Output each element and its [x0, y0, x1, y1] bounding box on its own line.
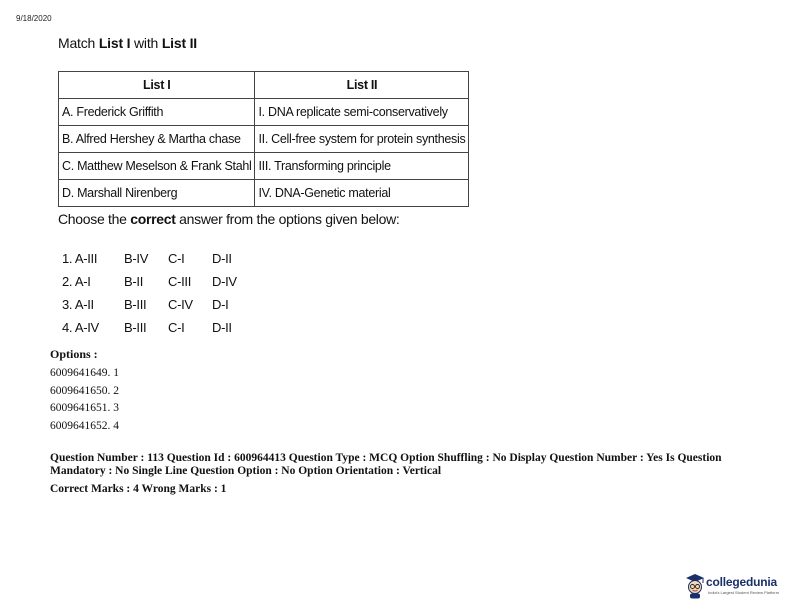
- mascot-icon: [684, 572, 706, 600]
- table-cell: III. Transforming principle: [255, 153, 469, 180]
- options-list: [50, 366, 119, 436]
- title-mid: with: [134, 35, 159, 51]
- answer-b: B-III: [124, 297, 147, 312]
- options-heading: Options :: [50, 347, 98, 361]
- title-list2: List II: [161, 35, 197, 51]
- table-cell: B. Alfred Hershey & Martha chase: [59, 126, 255, 153]
- answer-d: D-IV: [212, 274, 237, 289]
- answer-a: 3. A-II: [62, 297, 94, 312]
- collegedunia-logo: [684, 572, 784, 602]
- title-list1: List I: [98, 35, 131, 51]
- instruction-bold: correct: [130, 211, 176, 227]
- instruction-post: answer from the options given below:: [179, 211, 400, 227]
- answer-d: D-II: [212, 320, 232, 335]
- answer-c: C-III: [168, 274, 192, 289]
- answer-b: B-II: [124, 274, 144, 289]
- table-cell: D. Marshall Nirenberg: [59, 180, 255, 207]
- table-cell: A. Frederick Griffith: [59, 99, 255, 126]
- match-table: [58, 71, 469, 207]
- marks-info: Correct Marks : 4 Wrong Marks : 1: [50, 483, 227, 495]
- table-header-row: [59, 72, 469, 99]
- instruction-pre: Choose the: [58, 211, 127, 227]
- instruction: [58, 211, 400, 227]
- table-cell: I. DNA replicate semi-conservatively: [255, 99, 469, 126]
- answer-d: D-I: [212, 297, 229, 312]
- answer-d: D-II: [212, 251, 232, 266]
- print-date: 9/18/2020: [16, 14, 52, 23]
- table-row: [59, 153, 469, 180]
- header-list1: List I: [59, 72, 255, 99]
- table-cell: C. Matthew Meselson & Frank Stahl: [59, 153, 255, 180]
- table-cell: II. Cell-free system for protein synthesis: [255, 126, 469, 153]
- answer-b: B-III: [124, 320, 147, 335]
- option-item: 6009641650. 2: [50, 384, 119, 397]
- answer-c: C-I: [168, 320, 185, 335]
- answer-a: 2. A-I: [62, 274, 91, 289]
- table-row: [59, 126, 469, 153]
- answer-c: C-IV: [168, 297, 193, 312]
- header-list2: List II: [255, 72, 469, 99]
- answer-a: 4. A-IV: [62, 320, 99, 335]
- logo-name: collegedunia: [706, 575, 777, 589]
- answer-c: C-I: [168, 251, 185, 266]
- question-metadata: Question Number : 113 Question Id : 600964413 Question Type : MCQ Option Shuffling : No Display Question Number : Yes Is Question Mandatory : No Single Line Question Option : No Option Orientation : Vertical: [50, 452, 722, 477]
- table-cell: IV. DNA-Genetic material: [255, 180, 469, 207]
- logo-tagline: India's Largest Student Review Platform: [708, 590, 780, 595]
- title-prefix: Match: [58, 35, 96, 51]
- answer-b: B-IV: [124, 251, 149, 266]
- table-row: [59, 99, 469, 126]
- answer-a: 1. A-III: [62, 251, 98, 266]
- option-item: 6009641649. 1: [50, 367, 119, 379]
- table-row: [59, 180, 469, 207]
- question-title: [58, 35, 197, 51]
- option-item: 6009641652. 4: [50, 419, 119, 432]
- option-item: 6009641651. 3: [50, 402, 119, 414]
